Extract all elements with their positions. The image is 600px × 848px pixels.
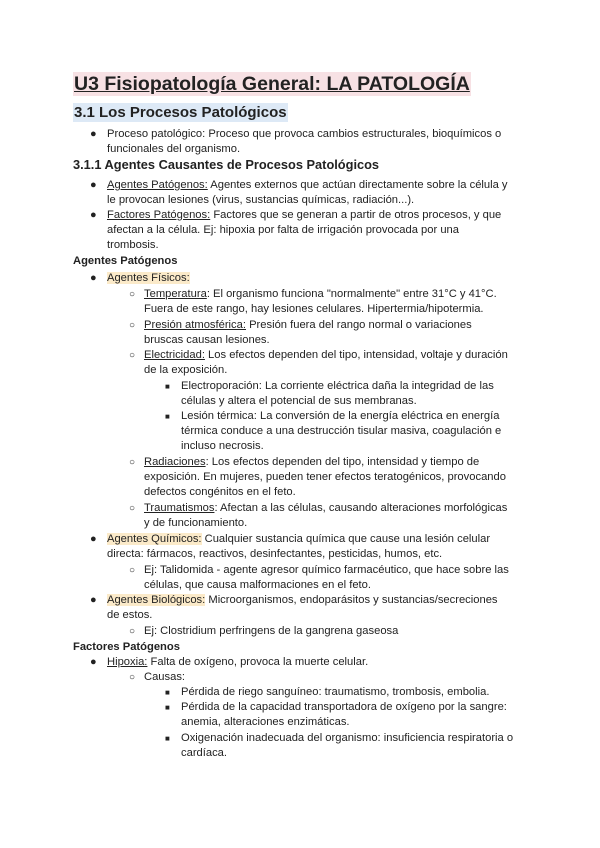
item-text: Oxigenación inadecuada del organismo: insuficiencia respiratoria o	[181, 732, 514, 744]
list-item-agentes-quimicos	[90, 532, 527, 562]
item-text: bruscas causan lesiones.	[144, 334, 270, 347]
list-item-agentes-fisicos	[90, 271, 527, 286]
circle-marker: ○	[129, 626, 136, 637]
item-text: Falta de oxígeno, provoca la muerte celular.	[147, 656, 369, 668]
item-text: células y altera el potencial de sus membranas.	[181, 395, 417, 408]
list-item-agentes-patogenos	[90, 178, 527, 208]
item-text: Los efectos dependen del tipo, intensidad, voltaje y duración	[204, 349, 508, 361]
item-text: Causas:	[144, 671, 186, 683]
list-item-proceso-patologico	[90, 127, 527, 157]
item-text: Ej: Clostridium perfringens de la gangrena gaseosa	[144, 625, 399, 637]
list-item-causa-oxigenacion	[165, 731, 529, 761]
list-item-causa-riego	[165, 685, 529, 700]
item-text: Factores que se generan a partir de otros procesos, y que	[210, 209, 502, 221]
item-text: Agentes externos que actúan directamente sobre la célula y	[207, 179, 508, 191]
term-traumatismos: Traumatismos	[144, 502, 215, 514]
term-temperatura: Temperatura	[144, 288, 207, 300]
list-item-agentes-biologicos	[90, 593, 527, 623]
list-item-factores-patogenos	[90, 208, 527, 254]
term-factores-patogenos: Factores Patógenos:	[107, 209, 211, 221]
bullet-marker: ●	[90, 128, 97, 140]
list-item-biologicos-ejemplo	[129, 624, 528, 639]
term-electricidad: Electricidad:	[144, 349, 205, 361]
list-item-presion	[129, 318, 528, 348]
item-text: térmica conduce a una destrucción tisular masiva, coagulación e	[181, 425, 502, 438]
item-text: afectan a la célula. Ej: hipoxia por falta de irrigación provocada por una	[107, 224, 460, 237]
item-text: le provocan lesiones (virus, sustancias químicas, radiación...).	[107, 194, 415, 207]
item-text: Electroporación: La corriente eléctrica daña la integridad de las	[181, 380, 494, 392]
square-marker: ■	[165, 703, 170, 712]
list-item-quimicos-ejemplo	[129, 563, 528, 593]
term-radiaciones: Radiaciones	[144, 456, 206, 468]
list-item-traumatismos	[129, 501, 528, 531]
item-text: trombosis.	[107, 239, 159, 252]
square-marker: ■	[165, 412, 170, 421]
square-marker: ■	[165, 734, 170, 743]
item-text: : Afectan a las células, causando alteraciones morfológicas	[214, 502, 508, 514]
bullet-marker: ●	[90, 272, 97, 284]
item-text: exposición. En mujeres, pueden tener efectos teratogénicos, provocando	[144, 471, 506, 484]
circle-marker: ○	[129, 565, 136, 576]
heading-factores-patogenos: Factores Patógenos	[73, 641, 180, 653]
section-heading-3-1: 3.1 Los Procesos Patológicos	[74, 104, 287, 121]
item-text: Proceso patológico: Proceso que provoca cambios estructurales, bioquímicos o	[107, 128, 502, 140]
bullet-marker: ●	[90, 656, 97, 668]
item-text: células, que causa malformaciones en el feto.	[144, 579, 371, 592]
item-text: Ej: Talidomida - agente agresor químico farmacéutico, que hace sobre las	[144, 564, 509, 576]
list-item-lesion-termica	[165, 409, 529, 455]
list-item-radiaciones	[129, 455, 528, 501]
item-text: y de funcionamiento.	[144, 517, 248, 530]
page-title: U3 Fisiopatología General: LA PATOLOGÍA	[74, 73, 470, 95]
item-text: Presión fuera del rango normal o variaciones	[245, 319, 472, 331]
list-item-electroporacion	[165, 379, 529, 409]
item-text: Cualquier sustancia química que cause una lesión celular	[201, 533, 491, 545]
list-item-electricidad	[129, 348, 528, 378]
heading-agentes-patogenos: Agentes Patógenos	[73, 255, 178, 267]
item-text: anemia, alteraciones enzimáticas.	[181, 716, 350, 729]
label-agentes-biologicos: Agentes Biológicos:	[107, 594, 206, 606]
list-item-temperatura	[129, 287, 528, 317]
list-item-causas	[129, 670, 528, 685]
bullet-marker: ●	[90, 533, 97, 545]
circle-marker: ○	[129, 503, 136, 514]
item-text: funcionales del organismo.	[107, 143, 241, 156]
item-text: cardíaca.	[181, 747, 228, 760]
item-text: Pérdida de riego sanguíneo: traumatismo, trombosis, embolia.	[181, 686, 490, 698]
item-text: directa: fármacos, reactivos, desinfectantes, pesticidas, humos, etc.	[107, 548, 443, 561]
circle-marker: ○	[129, 320, 136, 331]
bullet-marker: ●	[90, 594, 97, 606]
term-agentes-patogenos: Agentes Patógenos:	[107, 179, 208, 191]
item-text: Lesión térmica: La conversión de la energía eléctrica en energía	[181, 410, 500, 422]
square-marker: ■	[165, 688, 170, 697]
label-agentes-fisicos: Agentes Físicos:	[107, 272, 190, 284]
circle-marker: ○	[129, 457, 136, 468]
circle-marker: ○	[129, 289, 136, 300]
square-marker: ■	[165, 382, 170, 391]
bullet-marker: ●	[90, 179, 97, 191]
item-text: Fuera de este rango, hay lesiones celulares. Hipertermia/hipotermia.	[144, 303, 484, 316]
label-agentes-quimicos: Agentes Químicos:	[107, 533, 202, 545]
circle-marker: ○	[129, 350, 136, 361]
bullet-marker: ●	[90, 209, 97, 221]
item-text: de estos.	[107, 609, 153, 622]
item-text: : Los efectos dependen del tipo, intensidad y tiempo de	[205, 456, 480, 468]
item-text: Microorganismos, endoparásitos y sustancias/secreciones	[205, 594, 498, 606]
item-text: Pérdida de la capacidad transportadora de oxígeno por la sangre:	[181, 701, 507, 713]
list-item-causa-transporte	[165, 700, 529, 730]
section-heading-3-1-1: 3.1.1 Agentes Causantes de Procesos Patológicos	[73, 157, 380, 172]
list-item-hipoxia	[90, 655, 527, 670]
circle-marker: ○	[129, 672, 136, 683]
item-text: : El organismo funciona "normalmente" entre 31°C y 41°C.	[206, 288, 497, 300]
item-text: incluso necrosis.	[181, 440, 264, 453]
term-hipoxia: Hipoxia:	[107, 656, 148, 668]
item-text: de la exposición.	[144, 364, 228, 377]
term-presion: Presión atmosférica:	[144, 319, 246, 331]
item-text: defectos congénitos en el feto.	[144, 486, 296, 499]
